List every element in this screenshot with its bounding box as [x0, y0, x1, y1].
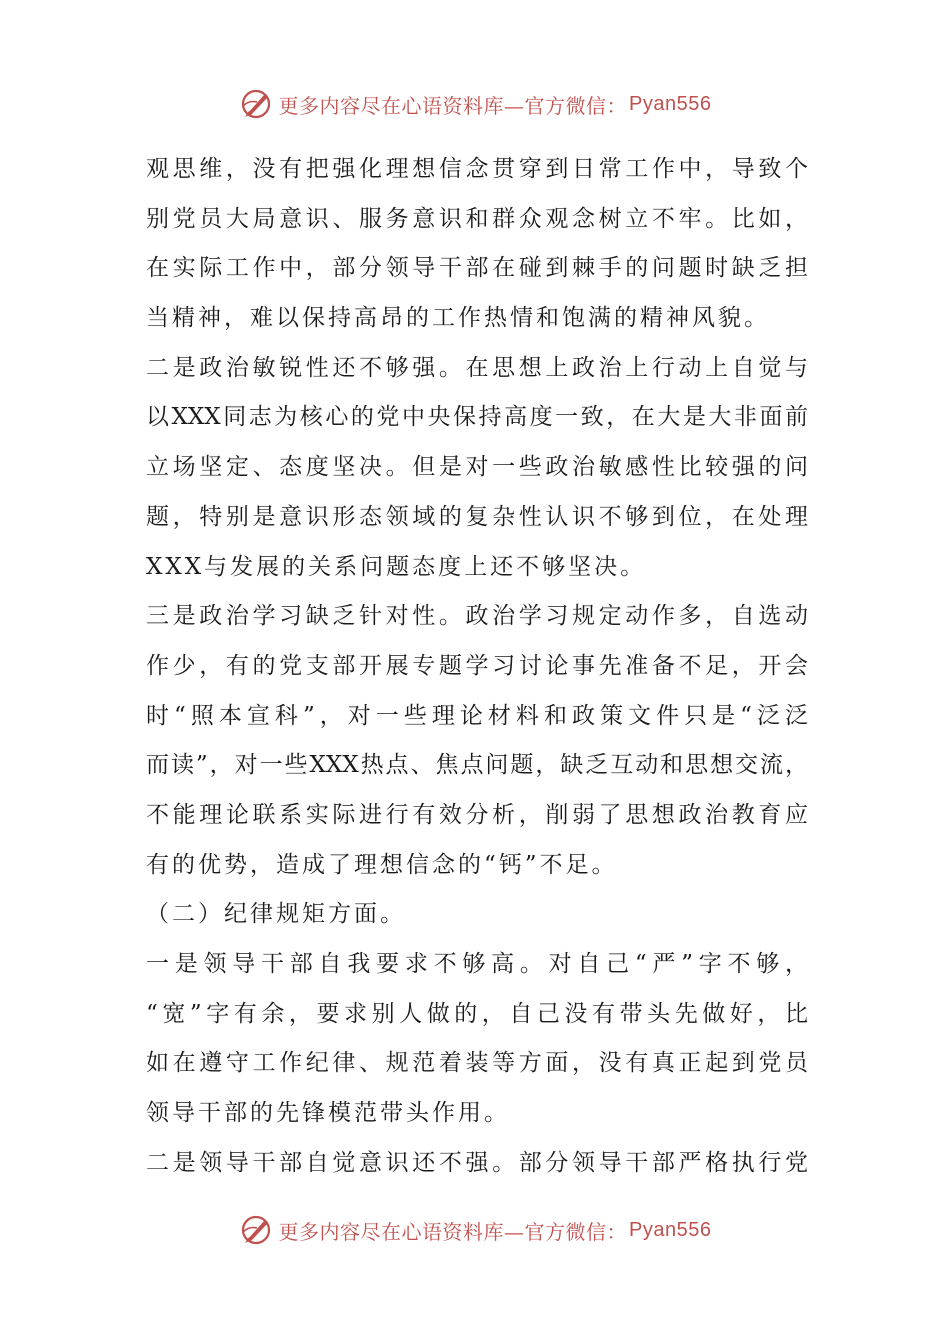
watermark-wechat-id: Pyan556: [629, 1218, 712, 1241]
text-line: 以XXX同志为核心的党中央保持高度一致，在大是大非面前: [146, 404, 808, 431]
text-line: 别党员大局意识、服务意识和群众观念树立不牢。比如，: [146, 205, 808, 232]
text-line: 题，特别是意识形态领域的复杂性认识不够到位，在处理: [146, 503, 808, 530]
watermark-footer: [0, 1210, 950, 1250]
text-line: 不能理论联系实际进行有效分析，削弱了思想政治教育应: [146, 801, 808, 828]
text-line: 领导干部的先锋模范带头作用。: [146, 1100, 510, 1127]
pen-logo-icon: [239, 1212, 275, 1248]
text-line: 观思维，没有把强化理想信念贯穿到日常工作中，导致个: [146, 156, 808, 182]
text-line: 当精神，难以保持高昂的工作热情和饱满的精神风貌。: [146, 305, 770, 332]
text-line: 时“照本宣科”，对一些理论材料和政策文件只是“泛泛: [146, 702, 808, 729]
watermark-header: [0, 84, 950, 124]
text-line: “宽”字有余，要求别人做的，自己没有带头先做好，比: [146, 1000, 808, 1027]
text-line: 而读”，对一些XXX热点、焦点问题，缺乏互动和思想交流，: [146, 752, 808, 779]
text-line: 三是政治学习缺乏针对性。政治学习规定动作多，自选动: [146, 603, 808, 630]
text-line: （二）纪律规矩方面。: [146, 901, 406, 928]
document-body: [146, 145, 808, 1188]
text-line: 作少，有的党支部开展专题学习讨论事先准备不足，开会: [146, 652, 808, 679]
text-line: 一是领导干部自我要求不够高。对自己“严”字不够，: [146, 951, 808, 977]
pen-logo-icon: [239, 86, 275, 122]
text-line: 有的优势，造成了理想信念的“钙”不足。: [146, 851, 618, 878]
text-line: 如在遵守工作纪律、规范着装等方面，没有真正起到党员: [146, 1050, 808, 1077]
text-line: 立场坚定、态度坚决。但是对一些政治敏感性比较强的问: [146, 454, 808, 481]
text-line: 二是政治敏锐性还不够强。在思想上政治上行动上自觉与: [146, 354, 808, 381]
watermark-text: 更多内容尽在心语资料库—官方微信：: [278, 93, 628, 118]
text-line: 在实际工作中，部分领导干部在碰到棘手的问题时缺乏担: [146, 255, 808, 282]
watermark-text: 更多内容尽在心语资料库—官方微信：: [278, 1219, 628, 1244]
text-line: 二是领导干部自觉意识还不强。部分领导干部严格执行党: [146, 1149, 808, 1176]
text-line: XXX与发展的关系问题态度上还不够坚决。: [146, 553, 647, 580]
watermark-wechat-id: Pyan556: [629, 92, 712, 115]
